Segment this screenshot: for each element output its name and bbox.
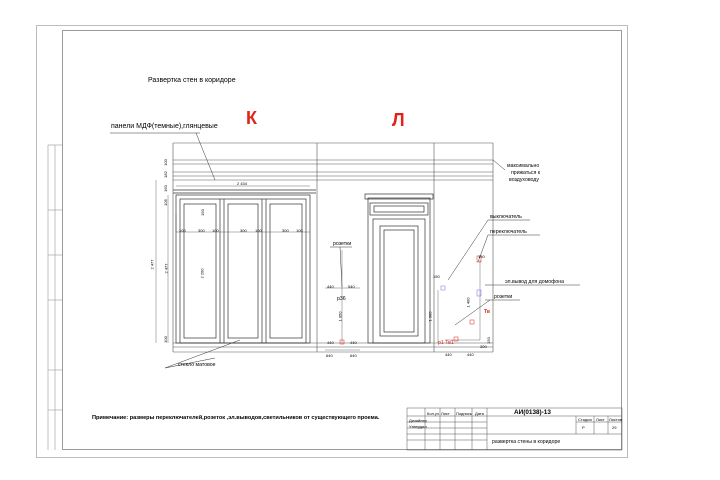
dim-panel-w7: 100 xyxy=(296,228,303,233)
drawing-note: Примечание: размеры переключателей,розеток ,эл.выводов,светильников от существующего проема. xyxy=(92,415,380,421)
dim-door-right-h: 1 300 xyxy=(427,311,433,322)
label-toggle-switch: переключатель xyxy=(490,229,527,235)
dim-left-upper-2: 182 xyxy=(162,171,168,178)
label-p1: р1 Тв1 xyxy=(438,340,454,346)
label-max-3: воздуховоду xyxy=(509,177,539,183)
label-intercom: эл.вывод для домофона xyxy=(505,279,564,285)
dim-door-side: 150 xyxy=(433,274,440,279)
dim-socket-h: 1 050 xyxy=(337,311,343,322)
label-max-2: прижаться к xyxy=(511,170,541,176)
dim-panel-top: 150 xyxy=(199,209,205,216)
dim-left-upper-3: 160 xyxy=(162,185,168,192)
dim-panel-height: 2 200 xyxy=(199,268,205,279)
drawing-title: Развертка стен в коридоре xyxy=(148,77,236,84)
title-block-sheets-value: 29 xyxy=(612,425,617,430)
title-block-header-1: Кол.уч xyxy=(427,411,439,416)
title-block-sheet: Лист xyxy=(596,417,605,422)
title-block-header-3: Подпись xyxy=(456,411,472,416)
label-sockets-2: розетки xyxy=(494,294,513,300)
dim-switch-h: 1 400 xyxy=(465,297,471,308)
dim-right-bottom-1: 440 xyxy=(445,352,452,357)
dim-right-small: 150 xyxy=(485,337,491,344)
title-block-header-2: Лист xyxy=(441,411,450,416)
label-max-1: максимально xyxy=(507,163,540,169)
title-block-sheet-title: развертка стены в коридоре xyxy=(492,439,561,445)
title-block-row-designer: Дизайнер xyxy=(409,418,427,423)
dim-socket-bottom-r: 440 xyxy=(350,340,357,345)
label-tv: Тв xyxy=(484,309,490,315)
dim-right-bottom-2: 440 xyxy=(467,352,474,357)
label-p36: р36 xyxy=(337,296,346,302)
dim-right-under: 300 xyxy=(480,344,487,349)
wall-label-l: Л xyxy=(392,110,405,130)
dim-socket-left: 440 xyxy=(327,284,334,289)
dim-socket-under-1: 640 xyxy=(326,353,333,358)
dim-socket-bottom-l: 440 xyxy=(327,340,334,345)
label-sockets-1: розетки xyxy=(333,241,352,247)
dim-left-total-2: 2 477 xyxy=(163,263,169,274)
title-block-header-4: Дата xyxy=(475,411,484,416)
label-frosted-glass: стекло матовое xyxy=(178,362,216,368)
dim-panel-w4: 300 xyxy=(240,228,247,233)
label-switch: выключатель xyxy=(490,214,522,220)
dim-socket-under-2: 640 xyxy=(350,353,357,358)
wall-label-k: К xyxy=(246,108,257,128)
title-block-sheets: Листов xyxy=(609,417,622,422)
dim-left-bottom: 100 xyxy=(162,336,168,343)
dim-socket-right: 540 xyxy=(348,284,355,289)
dim-left-upper-1: 100 xyxy=(162,159,168,166)
dim-panel-w2: 300 xyxy=(198,228,205,233)
dim-panel-w1: 100 xyxy=(179,228,186,233)
dim-left-upper-4: 105 xyxy=(162,199,168,206)
dim-switch-side: 150 xyxy=(478,254,485,259)
label-panels: панели МДФ(темные),глянцевые xyxy=(111,123,218,130)
dim-top-width: 2 434 xyxy=(237,181,248,186)
dim-left-total: 2 477 xyxy=(149,259,155,270)
title-block-stage: Стадия xyxy=(578,417,592,422)
title-block-row-approved: Утвердил xyxy=(409,424,427,429)
dim-panel-w6: 300 xyxy=(282,228,289,233)
dim-panel-w3: 100 xyxy=(212,228,219,233)
title-block-code: АИ(0138)-13 xyxy=(514,409,551,416)
title-block-stage-value: Р xyxy=(582,425,585,430)
dim-panel-w5: 100 xyxy=(255,228,262,233)
